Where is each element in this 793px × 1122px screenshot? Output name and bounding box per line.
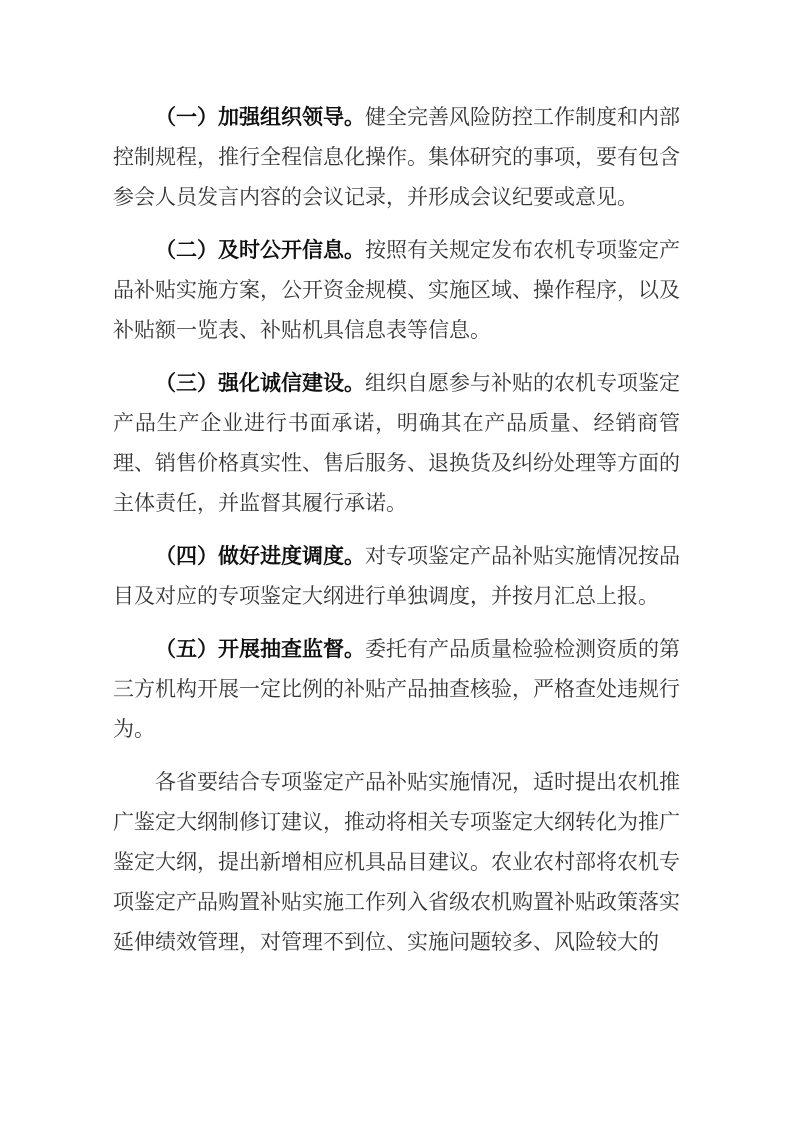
paragraph-section-2: [113, 230, 680, 350]
paragraph-section-1-body: 健全完善风险防控工作制度和内部控制规程，推行全程信息化操作。集体研究的事项，要有包含参会人员发言内容的会议记录，并形成会议纪要或意见。: [113, 105, 680, 209]
document-content: [113, 97, 680, 962]
paragraph-section-4-body: 对专项鉴定产品补贴实施情况按品目及对应的专项鉴定大纲进行单独调度，并按月汇总上报。: [113, 544, 680, 608]
paragraph-section-2-body: 按照有关规定发布农机专项鉴定产品补贴实施方案，公开资金规模、实施区域、操作程序，以及补贴额一览表、补贴机具信息表等信息。: [113, 238, 680, 342]
paragraph-section-3-body: 组织自愿参与补贴的农机专项鉴定产品生产企业进行书面承诺，明确其在产品质量、经销商管理、销售价格真实性、售后服务、退换货及纠纷处理等方面的主体责任，并监督其履行承诺。: [113, 371, 680, 515]
paragraph-section-3: [113, 363, 680, 523]
paragraph-section-3-lead: （三）强化诚信建设。: [155, 371, 365, 395]
paragraph-section-5: [113, 629, 680, 749]
paragraph-section-4: [113, 536, 680, 616]
paragraph-section-5-lead: （五）开展抽查监督。: [155, 637, 365, 661]
paragraph-section-5-body: 委托有产品质量检验检测资质的第三方机构开展一定比例的补贴产品抽查核验，严格查处违规行为。: [113, 637, 680, 741]
paragraph-closing-body: 各省要结合专项鉴定产品补贴实施情况，适时提出农机推广鉴定大纲制修订建议，推动将相关专项鉴定大纲转化为推广鉴定大纲，提出新增相应机具品目建议。农业农村部将农机专项鉴定产品购置补贴实施工作列入省级农机购置补贴政策落实延伸绩效管理，对管理不到位、实施问题较多、风险较大的: [113, 770, 680, 954]
paragraph-section-4-lead: （四）做好进度调度。: [155, 544, 365, 568]
paragraph-section-1: [113, 97, 680, 217]
paragraph-section-1-lead: （一）加强组织领导。: [155, 105, 365, 129]
paragraph-section-2-lead: （二）及时公开信息。: [155, 238, 365, 262]
paragraph-closing: [113, 762, 680, 962]
